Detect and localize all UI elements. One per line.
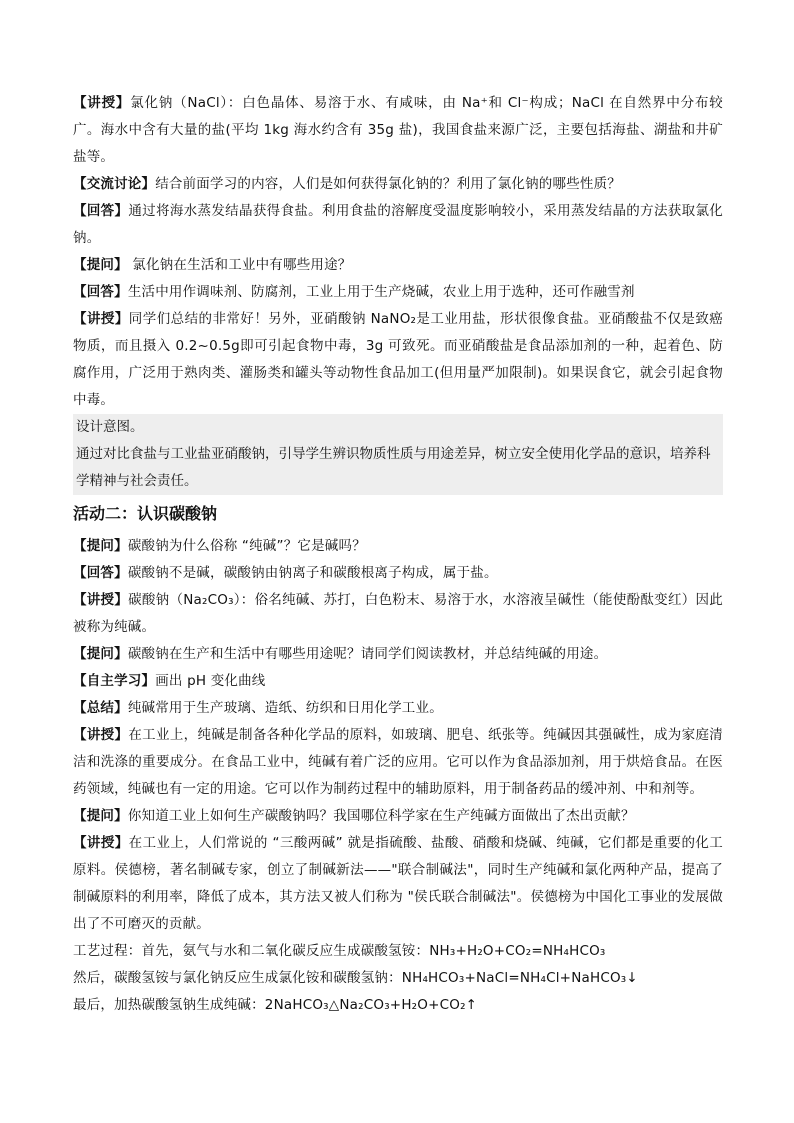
speaker-tag: 【提问】 — [73, 257, 128, 273]
speaker-tag: 【提问】 — [73, 538, 128, 554]
paragraph — [73, 587, 723, 641]
speaker-tag: 【交流讨论】 — [73, 176, 156, 192]
paragraph-text: 生活中用作调味剂、防腐剂，工业上用于生产烧碱，农业上用于选种，还可作融雪剂 — [127, 284, 635, 300]
speaker-tag: 【讲授】 — [73, 311, 129, 327]
paragraph — [73, 90, 723, 171]
document-body — [73, 90, 723, 1019]
paragraph — [73, 695, 723, 722]
paragraph-text: 在工业上，纯碱是制备各种化学品的原料，如玻璃、肥皂、纸张等。纯碱因其强碱性，成为家庭清洁和洗涤的重要成分。在食品工业中，纯碱有着广泛的应用。它可以作为食品添加剂，用于烘焙食品。在医药领域，纯碱也有一定的用途。它可以作为制药过程中的辅助原料，用于制备药品的缓冲剂、中和剂等。 — [73, 727, 723, 797]
paragraph-text: 碳酸钠不是碱，碳酸钠由钠离子和碳酸根离子构成，属于盐。 — [127, 565, 498, 581]
process-line: 最后，加热碳酸氢钠生成纯碱：2NaHCO₃△Na₂CO₃+H₂O+CO₂↑ — [73, 997, 478, 1013]
process-line: 工艺过程：首先，氨气与水和二氧化碳反应生成碳酸氢铵：NH₃+H₂O+CO₂=NH₄HCO₃ — [73, 943, 606, 959]
paragraph — [73, 830, 723, 938]
paragraph — [73, 279, 723, 306]
paragraph-text: 画出 pH 变化曲线 — [155, 673, 266, 689]
paragraph — [73, 171, 723, 198]
speaker-tag: 【讲授】 — [73, 95, 131, 111]
paragraph-text: 在工业上，人们常说的 “三酸两碱” 就是指硫酸、盐酸、硝酸和烧碱、纯碱，它们都是重要的化工原料。侯德榜，著名制碱专家，创立了制碱新法——"联合制碱法"，同时生产纯碱和氯化两种产品，提高了制碱原料的利用率，降低了成本，其方法又被人们称为 "侯氏联合制碱法"。侯德榜为中国化工事业的发展做出了不可磨灭的贡献。 — [73, 835, 723, 932]
paragraph-text: 结合前面学习的内容，人们是如何获得氯化钠的？利用了氯化钠的哪些性质？ — [155, 176, 622, 192]
paragraph — [73, 560, 723, 587]
speaker-tag: 【提问】 — [73, 646, 128, 662]
paragraph-text: 同学们总结的非常好！另外，亚硝酸钠 NaNO₂是工业用盐，形状很像食盐。亚硝酸盐不仅是致癌物质，而且摄入 0.2~0.5g即可引起食物中毒，3g 可致死。而亚硝酸盐是食品添加剂的一种，起着色、防腐作用，广泛用于熟肉类、灌肠类和罐头等动物性食品加工(但用量严加限制)。如果误食它，就会引起食物中毒。 — [73, 311, 723, 408]
paragraph-text: 氯化钠在生活和工业中有哪些用途？ — [127, 257, 352, 273]
design-intent-text: 通过对比食盐与工业盐亚硝酸钠，引导学生辨识物质性质与用途差异，树立安全使用化学品的意识，培养科学精神与社会责任。 — [76, 446, 711, 489]
process-section — [73, 938, 723, 1019]
speaker-tag: 【提问】 — [73, 808, 128, 824]
paragraph — [73, 668, 723, 695]
design-intent-title: 设计意图。 — [76, 419, 144, 435]
paragraph-text: 碳酸钠（Na₂CO₃）：俗名纯碱、苏打，白色粉末、易溶于水，水溶液呈碱性（能使酚酞变红）因此被称为纯碱。 — [73, 592, 723, 635]
paragraph-text: 碳酸钠为什么俗称 “纯碱”？它是碱吗？ — [127, 538, 366, 554]
paragraph — [73, 252, 723, 279]
paragraph-text: 氯化钠（NaCl）：白色晶体、易溶于水、有咸味，由 Na⁺和 Cl⁻构成；NaCl 在自然界中分布较广。海水中含有大量的盐(平均 1kg 海水约含有 35g 盐)，我国食盐来源广泛，主要包括海盐、湖盐和井矿盐等。 — [73, 95, 723, 165]
section-one — [73, 90, 723, 414]
paragraph — [73, 533, 723, 560]
section-title: 活动二：认识碳酸钠 — [73, 504, 218, 523]
paragraph — [73, 641, 723, 668]
speaker-tag: 【讲授】 — [73, 727, 129, 743]
paragraph — [73, 803, 723, 830]
speaker-tag: 【总结】 — [73, 700, 128, 716]
speaker-tag: 【回答】 — [73, 203, 129, 219]
speaker-tag: 【回答】 — [73, 565, 128, 581]
paragraph — [73, 198, 723, 252]
paragraph-text: 纯碱常用于生产玻璃、造纸、纺织和日用化学工业。 — [127, 700, 443, 716]
speaker-tag: 【讲授】 — [73, 835, 129, 851]
process-line: 然后，碳酸氢铵与氯化钠反应生成氯化铵和碳酸氢钠：NH₄HCO₃+NaCl=NH₄Cl+NaHCO₃↓ — [73, 970, 638, 986]
paragraph-text: 你知道工业上如何生产碳酸钠吗？我国哪位科学家在生产纯碱方面做出了杰出贡献？ — [127, 808, 635, 824]
speaker-tag: 【讲授】 — [73, 592, 129, 608]
paragraph — [73, 306, 723, 414]
speaker-tag: 【回答】 — [73, 284, 128, 300]
paragraph — [73, 722, 723, 803]
speaker-tag: 【自主学习】 — [73, 673, 156, 689]
design-intent-box — [73, 414, 723, 495]
paragraph-text: 碳酸钠在生产和生活中有哪些用途呢？请同学们阅读教材，并总结纯碱的用途。 — [127, 646, 608, 662]
paragraph-text: 通过将海水蒸发结晶获得食盐。利用食盐的溶解度受温度影响较小，采用蒸发结晶的方法获取氯化钠。 — [73, 203, 723, 246]
section-two — [73, 533, 723, 938]
